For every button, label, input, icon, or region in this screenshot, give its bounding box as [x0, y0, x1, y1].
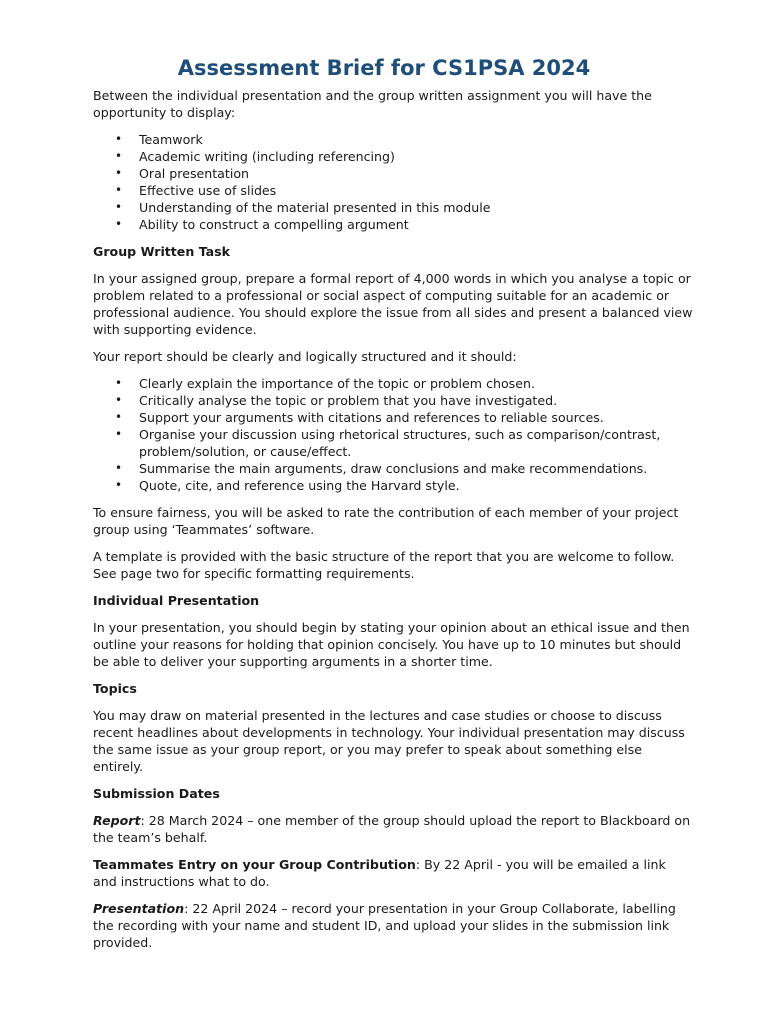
bullet-icon: •: [115, 461, 123, 475]
template-paragraph: A template is provided with the basic structure of the report that you are welcome to follow. See page two for specific formatting requirements.: [93, 549, 675, 581]
presentation-submission: Presentation: 22 April 2024 – record your presentation in your Group Collaborate, labelling the recording with your name and student ID, and upload your slides in the submission link provided.: [93, 901, 676, 950]
bullet-icon: •: [115, 427, 123, 441]
document-body: [93, 87, 693, 961]
bullet-icon: •: [115, 478, 123, 492]
list-item: • Critically analyse the topic or problem that you have investigated.: [115, 393, 558, 408]
page-title: Assessment Brief for CS1PSA 2024: [177, 56, 591, 80]
bullet-icon: •: [115, 149, 123, 163]
presentation-heading: Individual Presentation: [93, 593, 260, 608]
teammates-submission: Teammates Entry on your Group Contribution: By 22 April - you will be emailed a link and instructions what to do.: [93, 857, 666, 889]
intro-paragraph: Between the individual presentation and the group written assignment you will have the opportunity to display:: [93, 88, 652, 120]
list-item: • Ability to construct a compelling argument: [115, 217, 409, 232]
presentation-label: Presentation: [93, 901, 185, 916]
list-item: • Support your arguments with citations and references to reliable sources.: [115, 410, 604, 425]
bullet-icon: •: [115, 183, 123, 197]
skills-list: [93, 131, 693, 233]
bullet-icon: •: [115, 217, 123, 231]
list-item: • Quote, cite, and reference using the Harvard style.: [115, 478, 460, 493]
group-task-heading: Group Written Task: [93, 244, 231, 259]
teammates-label: Teammates Entry on your Group Contribution: [93, 857, 416, 872]
list-item: • Teamwork: [115, 132, 203, 147]
bullet-icon: •: [115, 200, 123, 214]
report-label: Report: [93, 813, 141, 828]
bullet-icon: •: [115, 132, 123, 146]
report-submission: Report: 28 March 2024 – one member of the group should upload the report to Blackboard on the team’s behalf.: [93, 813, 691, 845]
requirements-list: [93, 375, 693, 494]
list-item: • Oral presentation: [115, 166, 250, 181]
group-task-paragraph: In your assigned group, prepare a formal report of 4,000 words in which you analyse a topic or problem related to a professional or social aspect of computing suitable for an academic or professional audience. You should explore the issue from all sides and present a balanced view with supporting evidence.: [93, 271, 693, 337]
submission-heading: Submission Dates: [93, 786, 220, 801]
topics-paragraph: You may draw on material presented in the lectures and case studies or choose to discuss recent headlines about developments in technology. Your individual presentation may discuss the same issue as your group report, or you may prefer to speak about something else entirely.: [93, 708, 685, 774]
bullet-icon: •: [115, 376, 123, 390]
list-item: • Understanding of the material presented in this module: [115, 200, 491, 215]
bullet-icon: •: [115, 166, 123, 180]
presentation-paragraph: In your presentation, you should begin by stating your opinion about an ethical issue and then outline your reasons for holding that opinion concisely. You have up to 10 minutes but should be able to deliver your supporting arguments in a shorter time.: [93, 620, 690, 669]
topics-heading: Topics: [93, 681, 137, 696]
report-structure-paragraph: Your report should be clearly and logically structured and it should:: [93, 349, 517, 364]
list-item: • Academic writing (including referencing): [115, 149, 395, 164]
list-item: • Effective use of slides: [115, 183, 277, 198]
list-item: • Clearly explain the importance of the topic or problem chosen.: [115, 376, 535, 391]
bullet-icon: •: [115, 410, 123, 424]
list-item: • Organise your discussion using rhetorical structures, such as comparison/contrast, problem/solution, or cause/effect.: [115, 427, 661, 459]
list-item: • Summarise the main arguments, draw conclusions and make recommendations.: [115, 461, 648, 476]
bullet-icon: •: [115, 393, 123, 407]
fairness-paragraph: To ensure fairness, you will be asked to rate the contribution of each member of your project group using ‘Teammates’ software.: [93, 505, 679, 537]
